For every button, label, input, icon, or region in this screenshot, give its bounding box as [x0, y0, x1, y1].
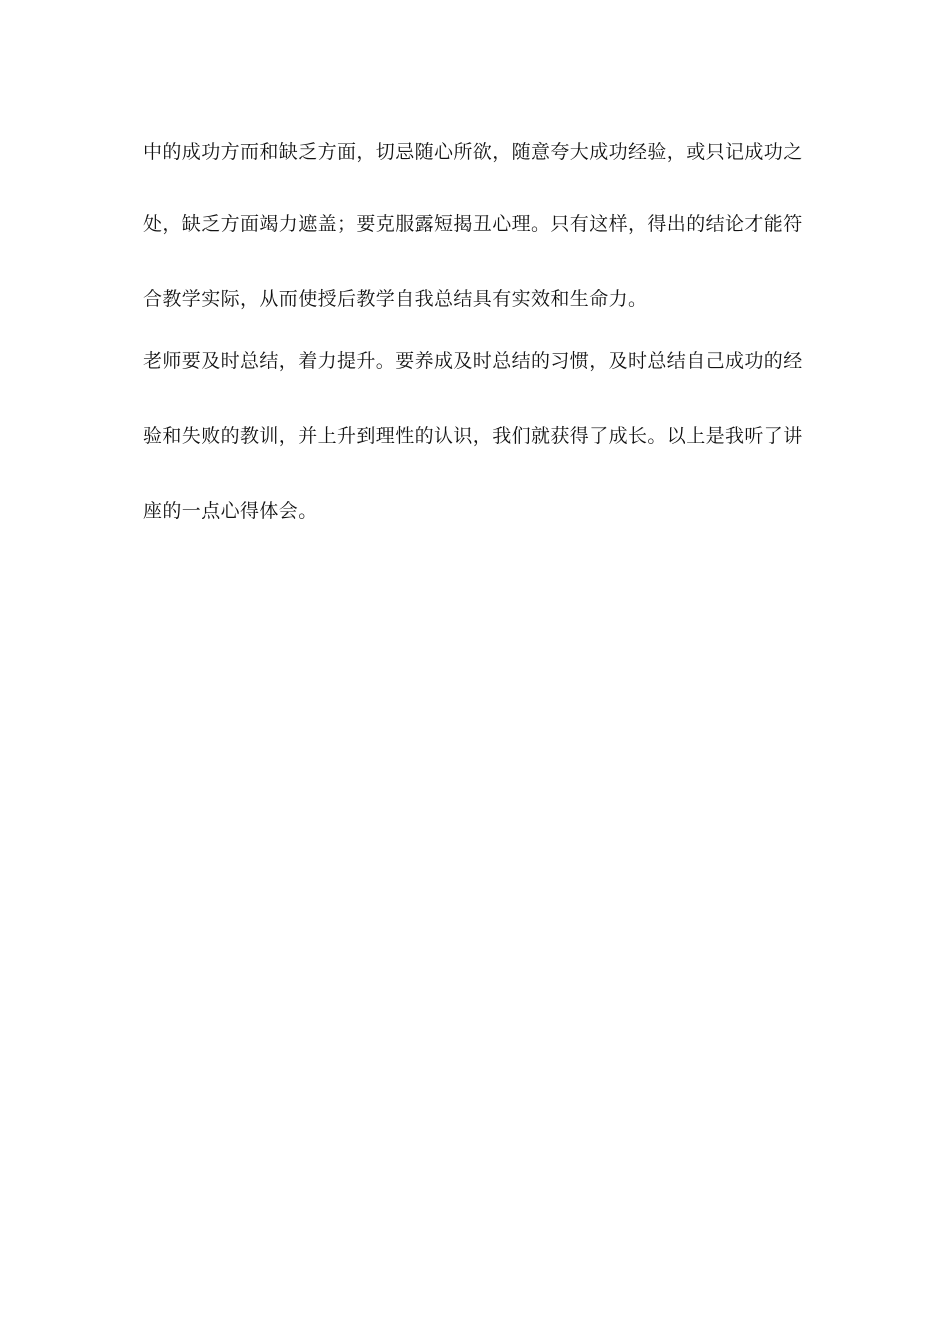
text-line: 中的成功方而和缺乏方面，切忌随心所欲，随意夸大成功经验，或只记成功之	[143, 141, 803, 163]
text-line: 处，缺乏方面竭力遮盖；要克服露短揭丑心理。只有这样，得出的结论才能符	[143, 213, 803, 235]
text-line: 座的一点心得体会。	[143, 500, 318, 522]
text-line: 验和失败的教训，并上升到理性的认识，我们就获得了成长。以上是我听了讲	[143, 425, 803, 447]
text-line: 老师要及时总结，着力提升。要养成及时总结的习惯，及时总结自己成功的经	[143, 350, 803, 372]
text-line: 合教学实际，从而使授后教学自我总结具有实效和生命力。	[143, 288, 648, 310]
